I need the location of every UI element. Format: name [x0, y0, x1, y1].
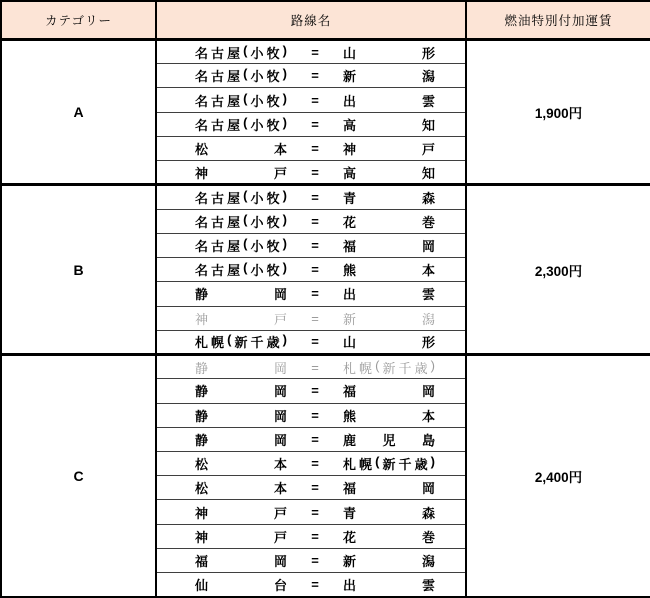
arrival-city: 福 岡	[343, 238, 435, 254]
arrival-city: 神 戸	[343, 142, 435, 158]
route-cell	[156, 64, 466, 88]
fare-cell: 2,400円	[466, 355, 650, 597]
departure-city: 神 戸	[195, 165, 287, 181]
departure-city: 松 本	[195, 142, 287, 158]
route-cell	[156, 451, 466, 475]
departure-city: 静 岡	[195, 384, 287, 400]
route-inner	[157, 309, 465, 328]
route-inner	[157, 115, 465, 134]
category-cell: C	[1, 355, 156, 597]
equals-sign: =	[311, 164, 319, 180]
equals-sign: =	[311, 480, 319, 496]
departure-city: 松 本	[195, 481, 287, 497]
departure-city: 名 古 屋 ( 小 牧 )	[195, 66, 287, 85]
route-inner	[157, 139, 465, 158]
route-cell	[156, 136, 466, 160]
fare-cell: 2,300円	[466, 185, 650, 355]
route-cell	[156, 112, 466, 136]
arrival-city: 札 幌 ( 新 千 歳 )	[343, 357, 435, 376]
equals-sign: =	[311, 431, 319, 447]
arrival-city: 福 岡	[343, 384, 435, 400]
equals-sign: =	[311, 68, 319, 84]
route-inner	[157, 503, 465, 522]
route-inner	[157, 66, 465, 85]
route-row	[1, 185, 650, 209]
arrival-city: 出 雲	[343, 93, 435, 109]
route-inner	[157, 260, 465, 279]
arrival-city: 高 知	[343, 117, 435, 133]
arrival-city: 出 雲	[343, 287, 435, 303]
departure-city: 名 古 屋 ( 小 牧 )	[195, 235, 287, 254]
arrival-city: 高 知	[343, 165, 435, 181]
route-cell	[156, 355, 466, 379]
departure-city: 名 古 屋 ( 小 牧 )	[195, 114, 287, 133]
arrival-city: 山 形	[343, 335, 435, 351]
route-cell	[156, 306, 466, 330]
table-body	[1, 40, 650, 598]
departure-city: 福 岡	[195, 554, 287, 570]
route-inner	[157, 163, 465, 182]
departure-city: 名 古 屋 ( 小 牧 )	[195, 90, 287, 109]
equals-sign: =	[311, 456, 319, 472]
arrival-city: 青 森	[343, 505, 435, 521]
route-cell	[156, 403, 466, 427]
route-inner	[157, 527, 465, 546]
route-cell	[156, 524, 466, 548]
route-row	[1, 40, 650, 64]
route-inner	[157, 212, 465, 231]
route-inner	[157, 358, 465, 377]
route-cell	[156, 548, 466, 572]
route-cell	[156, 233, 466, 257]
route-cell	[156, 282, 466, 306]
equals-sign: =	[311, 116, 319, 132]
arrival-city: 新 潟	[343, 554, 435, 570]
equals-sign: =	[311, 577, 319, 593]
equals-sign: =	[311, 310, 319, 326]
departure-city: 静 岡	[195, 360, 287, 376]
equals-sign: =	[311, 383, 319, 399]
equals-sign: =	[311, 213, 319, 229]
equals-sign: =	[311, 359, 319, 375]
equals-sign: =	[311, 190, 319, 206]
category-cell: B	[1, 185, 156, 355]
route-inner	[157, 332, 465, 351]
departure-city: 名 古 屋 ( 小 牧 )	[195, 188, 287, 207]
departure-city: 名 古 屋 ( 小 牧 )	[195, 260, 287, 279]
departure-city: 札 幌 ( 新 千 歳 )	[195, 332, 287, 351]
equals-sign: =	[311, 334, 319, 350]
header-fare: 燃油特別付加運賃	[466, 1, 650, 40]
header-route: 路線名	[156, 1, 466, 40]
arrival-city: 新 潟	[343, 311, 435, 327]
equals-sign: =	[311, 92, 319, 108]
route-inner	[157, 236, 465, 255]
route-cell	[156, 500, 466, 524]
fare-cell: 1,900円	[466, 40, 650, 185]
route-inner	[157, 454, 465, 473]
route-cell	[156, 258, 466, 282]
route-inner	[157, 406, 465, 425]
header-row	[1, 1, 650, 40]
category-cell: A	[1, 40, 156, 185]
route-cell	[156, 573, 466, 597]
arrival-city: 出 雲	[343, 578, 435, 594]
route-row	[1, 355, 650, 379]
route-cell	[156, 185, 466, 209]
equals-sign: =	[311, 504, 319, 520]
arrival-city: 青 森	[343, 191, 435, 207]
departure-city: 松 本	[195, 457, 287, 473]
route-inner	[157, 381, 465, 400]
equals-sign: =	[311, 237, 319, 253]
route-inner	[157, 91, 465, 110]
departure-city: 静 岡	[195, 432, 287, 448]
route-cell	[156, 476, 466, 500]
departure-city: 仙 台	[195, 578, 287, 594]
route-cell	[156, 161, 466, 185]
route-cell	[156, 427, 466, 451]
route-inner	[157, 43, 465, 62]
equals-sign: =	[311, 44, 319, 60]
arrival-city: 新 潟	[343, 69, 435, 85]
arrival-city: 花 巻	[343, 529, 435, 545]
arrival-city: 熊 本	[343, 408, 435, 424]
arrival-city: 札 幌 ( 新 千 歳 )	[343, 454, 435, 473]
route-cell	[156, 40, 466, 64]
departure-city: 神 戸	[195, 529, 287, 545]
route-inner	[157, 478, 465, 497]
route-inner	[157, 188, 465, 207]
route-cell	[156, 209, 466, 233]
arrival-city: 福 岡	[343, 481, 435, 497]
arrival-city: 花 巻	[343, 214, 435, 230]
header-category: カテゴリー	[1, 1, 156, 40]
departure-city: 神 戸	[195, 505, 287, 521]
route-cell	[156, 379, 466, 403]
route-inner	[157, 551, 465, 570]
departure-city: 静 岡	[195, 408, 287, 424]
arrival-city: 山 形	[343, 45, 435, 61]
equals-sign: =	[311, 141, 319, 157]
departure-city: 神 戸	[195, 311, 287, 327]
route-inner	[157, 284, 465, 303]
equals-sign: =	[311, 407, 319, 423]
route-cell	[156, 330, 466, 354]
arrival-city: 熊 本	[343, 263, 435, 279]
equals-sign: =	[311, 553, 319, 569]
equals-sign: =	[311, 286, 319, 302]
equals-sign: =	[311, 528, 319, 544]
route-cell	[156, 88, 466, 112]
equals-sign: =	[311, 262, 319, 278]
departure-city: 名 古 屋 ( 小 牧 )	[195, 211, 287, 230]
departure-city: 静 岡	[195, 287, 287, 303]
route-inner	[157, 575, 465, 594]
route-inner	[157, 430, 465, 449]
departure-city: 名 古 屋 ( 小 牧 )	[195, 42, 287, 61]
arrival-city: 鹿 児 島	[343, 432, 435, 448]
